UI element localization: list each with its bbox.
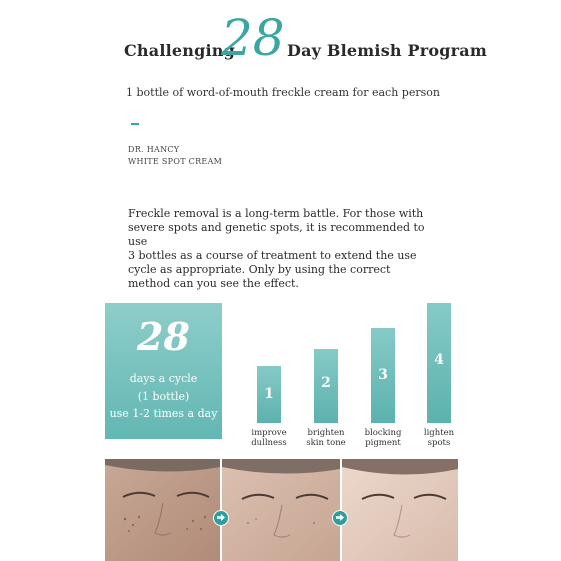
step-label-line: spots (427, 438, 451, 448)
step-number: 1 (264, 386, 274, 402)
step-label-4 (409, 428, 469, 448)
cycle-line: (1 bottle) (137, 390, 190, 403)
step-bar-2 (314, 349, 338, 423)
step-number: 4 (434, 352, 444, 368)
brand-block (128, 144, 222, 168)
step-label-line: skin tone (306, 438, 346, 448)
step-label-line: blocking (364, 428, 402, 438)
step-bar-3 (371, 328, 395, 423)
step-bar-1 (257, 366, 281, 423)
step-label-line: pigment (365, 438, 401, 448)
description-line: Freckle removal is a long-term battle. For those with (128, 207, 424, 220)
step-label-2 (296, 428, 356, 448)
before-after-photos (105, 459, 458, 561)
title-number: 28 (221, 9, 285, 67)
photo-during (222, 459, 340, 561)
step-label-line: improve (251, 428, 287, 438)
cycle-line: days a cycle (129, 372, 198, 385)
cycle-line: use 1-2 times a day (109, 407, 218, 420)
product-name: WHITE SPOT CREAM (128, 157, 223, 166)
photo-after (342, 459, 458, 561)
cycle-number: 28 (137, 314, 190, 359)
step-bar-4 (427, 303, 451, 423)
brand-name: DR. HANCY (128, 145, 180, 154)
description-line: severe spots and genetic spots, it is recommended to use (128, 221, 425, 248)
subtitle: 1 bottle of word-of-mouth freckle cream for each person (126, 86, 440, 99)
arrow-right-circle-icon (332, 510, 348, 526)
description-line: 3 bottles as a course of treatment to extend the use (128, 249, 417, 262)
description-line: method can you see the effect. (128, 277, 299, 290)
step-label-line: dullness (251, 438, 287, 448)
step-label-3 (353, 428, 413, 448)
step-label-1 (239, 428, 299, 448)
step-number: 2 (321, 375, 331, 391)
arrow-right-circle-icon (213, 510, 229, 526)
step-number: 3 (378, 367, 388, 383)
step-label-line: lighten (423, 428, 455, 438)
cycle-box (105, 303, 222, 439)
title-left: Challenging (124, 41, 235, 60)
description-line: cycle as appropriate. Only by using the correct (128, 263, 391, 276)
page-title (0, 8, 561, 68)
accent-divider (131, 123, 139, 125)
description (128, 207, 428, 291)
title-right: Day Blemish Program (287, 41, 487, 60)
photo-before (105, 459, 220, 561)
step-label-line: brighten (307, 428, 345, 438)
